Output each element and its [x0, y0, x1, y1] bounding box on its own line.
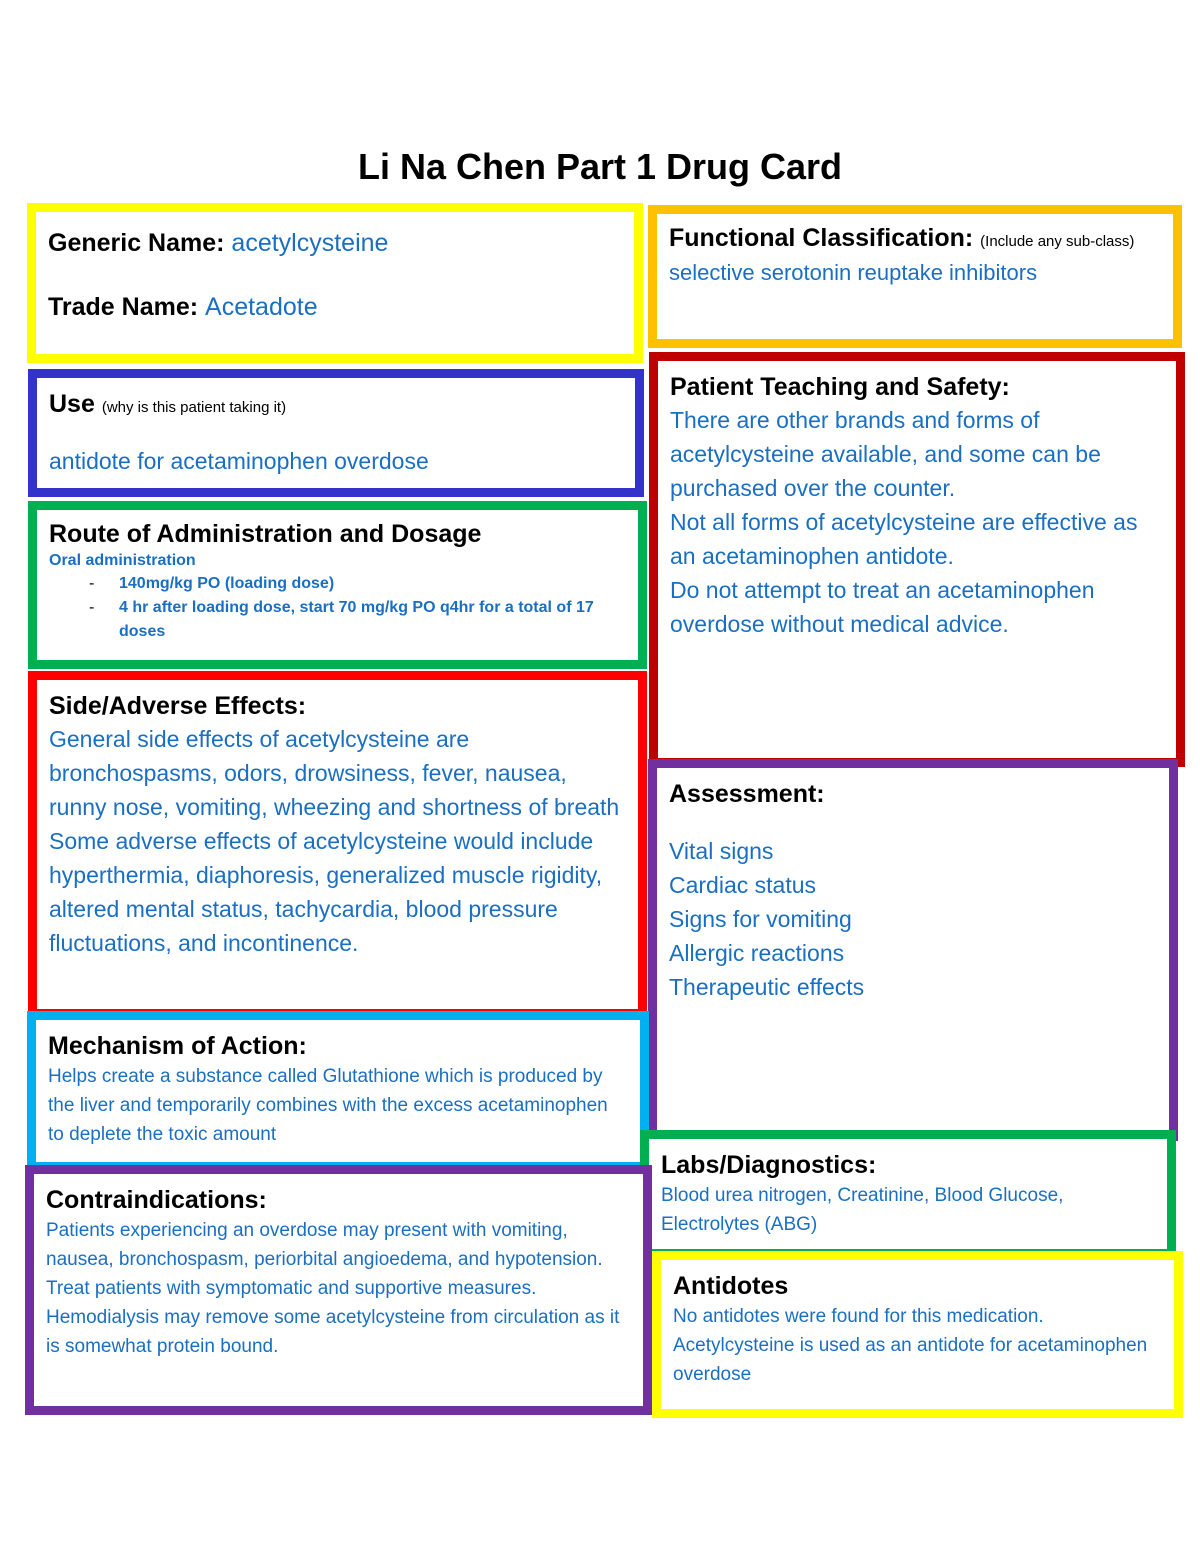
- contraindications-line-2: Treat patients with symptomatic and supportive measures.: [46, 1278, 537, 1299]
- route-box: [28, 501, 647, 669]
- teaching-heading: Patient Teaching and Safety:: [670, 373, 1010, 401]
- assessment-item: Cardiac status: [669, 872, 817, 898]
- labs-heading: Labs/Diagnostics:: [661, 1151, 877, 1179]
- route-item: - 140mg/kg PO (loading dose): [59, 572, 626, 596]
- functional-classification-box: [648, 205, 1182, 348]
- functional-note: (Include any sub-class): [980, 233, 1135, 250]
- contraindications-line-3: Hemodialysis may remove some acetylcysteine from circulation as it is somewhat protein bound.: [46, 1307, 620, 1357]
- functional-heading-row: [669, 224, 1161, 256]
- functional-value: selective serotonin reuptake inhibitors: [669, 260, 1038, 285]
- side-effects-heading: Side/Adverse Effects:: [49, 692, 307, 720]
- antidotes-line-2: Acetylcysteine is used as an antidote for acetaminophen overdose: [673, 1335, 1148, 1385]
- route-heading: Route of Administration and Dosage: [49, 520, 482, 548]
- trade-name-label: Trade Name:: [48, 293, 199, 321]
- page-title: Li Na Chen Part 1 Drug Card: [357, 146, 843, 187]
- assessment-box: [648, 759, 1178, 1141]
- side-effects-line-1: General side effects of acetylcysteine are bronchospasms, odors, drowsiness, fever, nausea, runny nose, vomiting, wheezing and shortness of breath: [49, 726, 620, 820]
- antidotes-heading: Antidotes: [673, 1272, 789, 1300]
- patient-teaching-box: [649, 352, 1185, 767]
- use-heading: Use: [49, 390, 95, 418]
- labs-text: Blood urea nitrogen, Creatinine, Blood Glucose, Electrolytes (ABG): [661, 1185, 1064, 1235]
- assessment-heading: Assessment:: [669, 780, 825, 808]
- side-effects-box: [28, 671, 647, 1018]
- teaching-line-3: Do not attempt to treat an acetaminophen overdose without medical advice.: [670, 577, 1095, 637]
- generic-name-label: Generic Name:: [48, 229, 225, 257]
- route-subheading: Oral administration: [49, 552, 196, 569]
- assessment-item: Allergic reactions: [669, 940, 845, 966]
- use-heading-row: [49, 388, 623, 424]
- use-box: [28, 369, 644, 497]
- route-list: [49, 572, 626, 644]
- route-item: - 4 hr after loading dose, start 70 mg/kg PO q4hr for a total of 17 doses: [59, 596, 626, 644]
- assessment-item: Vital signs: [669, 838, 774, 864]
- antidotes-line-1: No antidotes were found for this medication.: [673, 1306, 1044, 1327]
- mechanism-heading: Mechanism of Action:: [48, 1032, 307, 1060]
- generic-name-value: acetylcysteine: [231, 229, 389, 257]
- labs-box: [640, 1130, 1176, 1258]
- mechanism-text: Helps create a substance called Glutathione which is produced by the liver and temporarily combines with the excess acetaminophen to deplete the toxic amount: [48, 1066, 608, 1145]
- use-value: antidote for acetaminophen overdose: [49, 448, 429, 474]
- functional-heading: Functional Classification:: [669, 224, 974, 252]
- assessment-item: Therapeutic effects: [669, 974, 865, 1000]
- contraindications-line-1: Patients experiencing an overdose may present with vomiting, nausea, bronchospasm, periorbital angioedema, and hypotension.: [46, 1220, 603, 1270]
- contraindications-heading: Contraindications:: [46, 1186, 267, 1214]
- teaching-line-1: There are other brands and forms of acetylcysteine available, and some can be purchased over the counter.: [670, 407, 1101, 501]
- generic-name-box: [27, 203, 643, 363]
- trade-name-row: [48, 290, 622, 324]
- trade-name-value: Acetadote: [205, 293, 318, 321]
- side-effects-line-2: Some adverse effects of acetylcysteine would include hyperthermia, diaphoresis, generalized muscle rigidity, altered mental status, tachycardia, blood pressure fluctuations, and incontinence.: [49, 828, 603, 956]
- use-note: (why is this patient taking it): [101, 399, 287, 416]
- mechanism-box: [27, 1011, 649, 1171]
- teaching-line-2: Not all forms of acetylcysteine are effective as an acetaminophen antidote.: [670, 509, 1138, 569]
- contraindications-box: [25, 1165, 652, 1415]
- antidotes-box: [652, 1251, 1183, 1418]
- assessment-item: Signs for vomiting: [669, 906, 852, 932]
- generic-name-row: [48, 226, 622, 260]
